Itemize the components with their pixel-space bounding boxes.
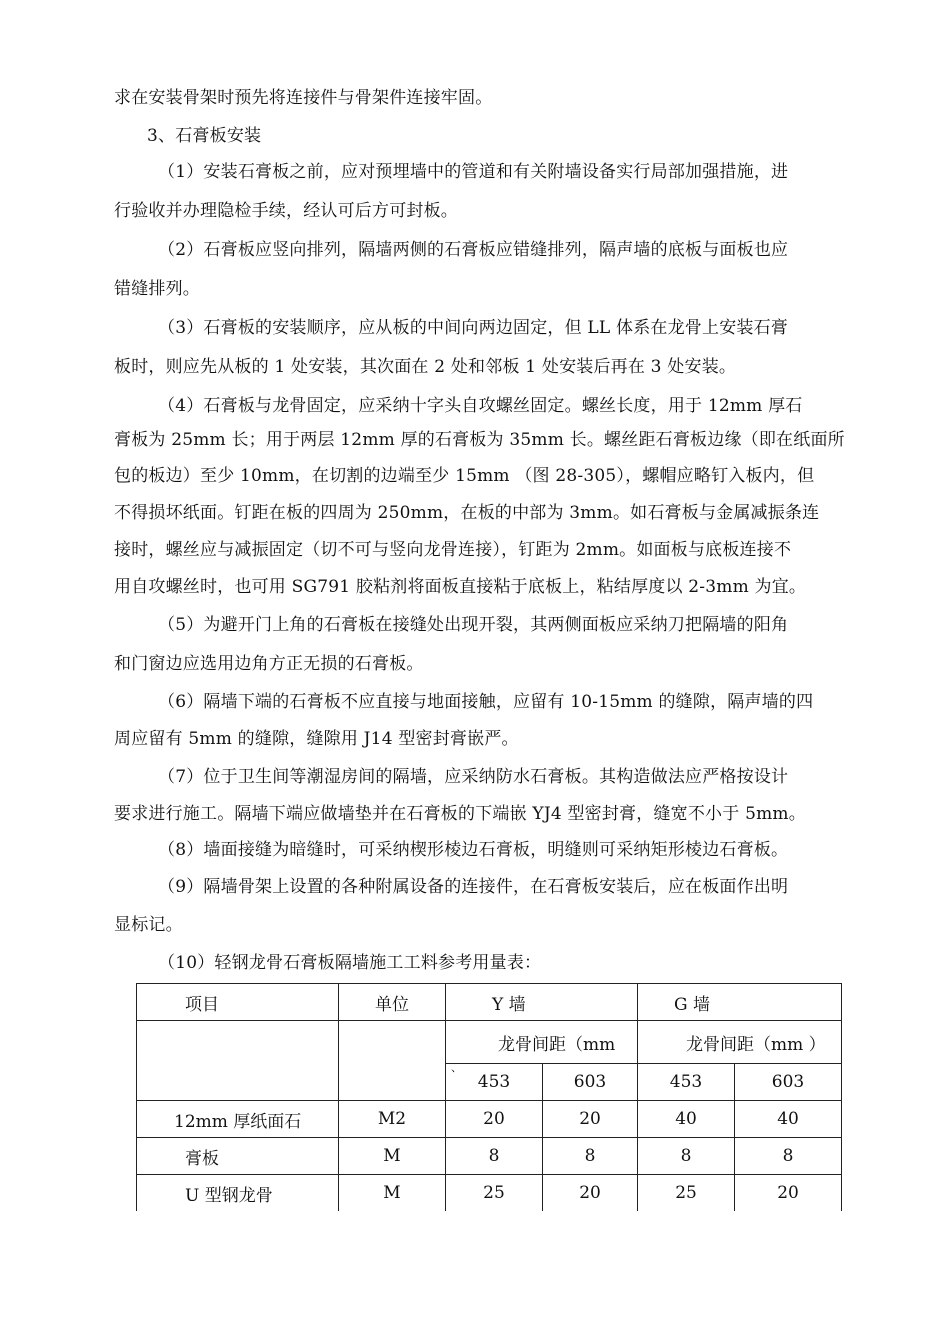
paragraph-line: （9）隔墙骨架上设置的各种附属设备的连接件，在石膏板安装后，应在板面作出明 [158,877,789,897]
row-value: 8 [638,1138,735,1175]
table-row [137,1101,842,1138]
row-value: 20 [446,1101,543,1138]
paragraph-line: 包的板边）至少 10mm，在切割的边端至少 15mm （图 28-305），螺帽应略钉入板内，但 [114,466,815,486]
paragraph-line: 行验收并办理隐检手续，经认可后方可封板。 [114,201,458,221]
table-row [137,1138,842,1175]
row-value: 8 [446,1138,543,1175]
paragraph-line: 周应留有 5mm 的缝隙，缝隙用 J14 型密封膏嵌严。 [114,729,519,749]
paragraph-line: 错缝排列。 [114,279,200,299]
paragraph-line: 显标记。 [114,915,183,935]
row-value: 20 [543,1101,638,1138]
row-value: 40 [735,1101,842,1138]
paragraph-line: 求在安装骨架时预先将连接件与骨架件连接牢固。 [114,88,493,108]
spacing-value: 603 [543,1064,638,1101]
table-row [137,1175,842,1212]
spacing-value: 453 [638,1064,735,1101]
table-caption: （10）轻钢龙骨石膏板隔墙施工工料参考用量表： [158,953,542,973]
section-heading: 3、石膏板安装 [147,126,262,146]
row-value: 20 [543,1175,638,1212]
paragraph-line: 板时，则应先从板的 1 处安装，其次面在 2 处和邻板 1 处安装后再在 3 处安装。 [114,357,737,377]
table-subheader-row [137,1021,842,1064]
header-g-wall: G 墙 [638,984,842,1021]
row-unit: M2 [339,1101,446,1138]
paragraph-line: （8）墙面接缝为暗缝时，可采纳楔形棱边石膏板，明缝则可采纳矩形棱边石膏板。 [158,840,789,860]
spacing-value: 453 [446,1064,543,1101]
paragraph-line: （5）为避开门上角的石膏板在接缝处出现开裂，其两侧面板应采纳刀把隔墙的阳角 [158,615,789,635]
paragraph-line: 膏板为 25mm 长；用于两层 12mm 厚的石膏板为 35mm 长。螺丝距石膏板边缘（即在纸面所 [114,430,845,450]
header-unit: 单位 [339,984,446,1021]
row-item: 膏板 [137,1138,339,1175]
row-value: 8 [543,1138,638,1175]
paragraph-line: 接时，螺丝应与减振固定（切不可与竖向龙骨连接），钉距为 2mm。如面板与底板连接不 [114,540,792,560]
paragraph-line: 和门窗边应选用边角方正无损的石膏板。 [114,654,424,674]
paragraph-line: （4）石膏板与龙骨固定，应采纳十字头自攻螺丝固定。螺丝长度，用于 12mm 厚石 [158,396,803,416]
row-unit: M [339,1138,446,1175]
table-header-row [137,984,842,1021]
paragraph-line: 不得损坏纸面。钉距在板的四周为 250mm，在板的中部为 3mm。如石膏板与金属减振条连 [114,503,820,523]
spacing-mark: 、 [451,1061,462,1074]
row-item: U 型钢龙骨 [137,1175,339,1212]
row-value: 25 [446,1175,543,1212]
paragraph-line: （3）石膏板的安装顺序，应从板的中间向两边固定，但 LL 体系在龙骨上安装石膏 [158,318,788,338]
spacing-label-y: 龙骨间距（mm [446,1021,638,1064]
row-value: 20 [735,1175,842,1212]
row-value: 8 [735,1138,842,1175]
paragraph-line: （1）安装石膏板之前，应对预埋墙中的管道和有关附墙设备实行局部加强措施，进 [158,162,789,182]
paragraph-line: （7）位于卫生间等潮湿房间的隔墙，应采纳防水石膏板。其构造做法应严格按设计 [158,767,789,787]
paragraph-line: 要求进行施工。隔墙下端应做墙垫并在石膏板的下端嵌 YJ4 型密封膏，缝宽不小于 5mm。 [114,804,806,824]
header-unit-blank [339,1021,446,1101]
row-value: 25 [638,1175,735,1212]
header-item-blank [137,1021,339,1101]
header-y-wall: Y 墙 [446,984,638,1021]
paragraph-line: （2）石膏板应竖向排列，隔墙两侧的石膏板应错缝排列，隔声墙的底板与面板也应 [158,240,789,260]
material-quantity-table [136,983,842,1211]
paragraph-line: 用自攻螺丝时，也可用 SG791 胶粘剂将面板直接粘于底板上，粘结厚度以 2-3mm 为宜。 [114,577,807,597]
row-item: 12mm 厚纸面石 [137,1101,339,1138]
paragraph-line: （6）隔墙下端的石膏板不应直接与地面接触，应留有 10-15mm 的缝隙，隔声墙的四 [158,692,814,712]
spacing-value: 603 [735,1064,842,1101]
header-item: 项目 [137,984,339,1021]
row-unit: M [339,1175,446,1212]
row-value: 40 [638,1101,735,1138]
spacing-label-g: 龙骨间距（mm ） [638,1021,842,1064]
